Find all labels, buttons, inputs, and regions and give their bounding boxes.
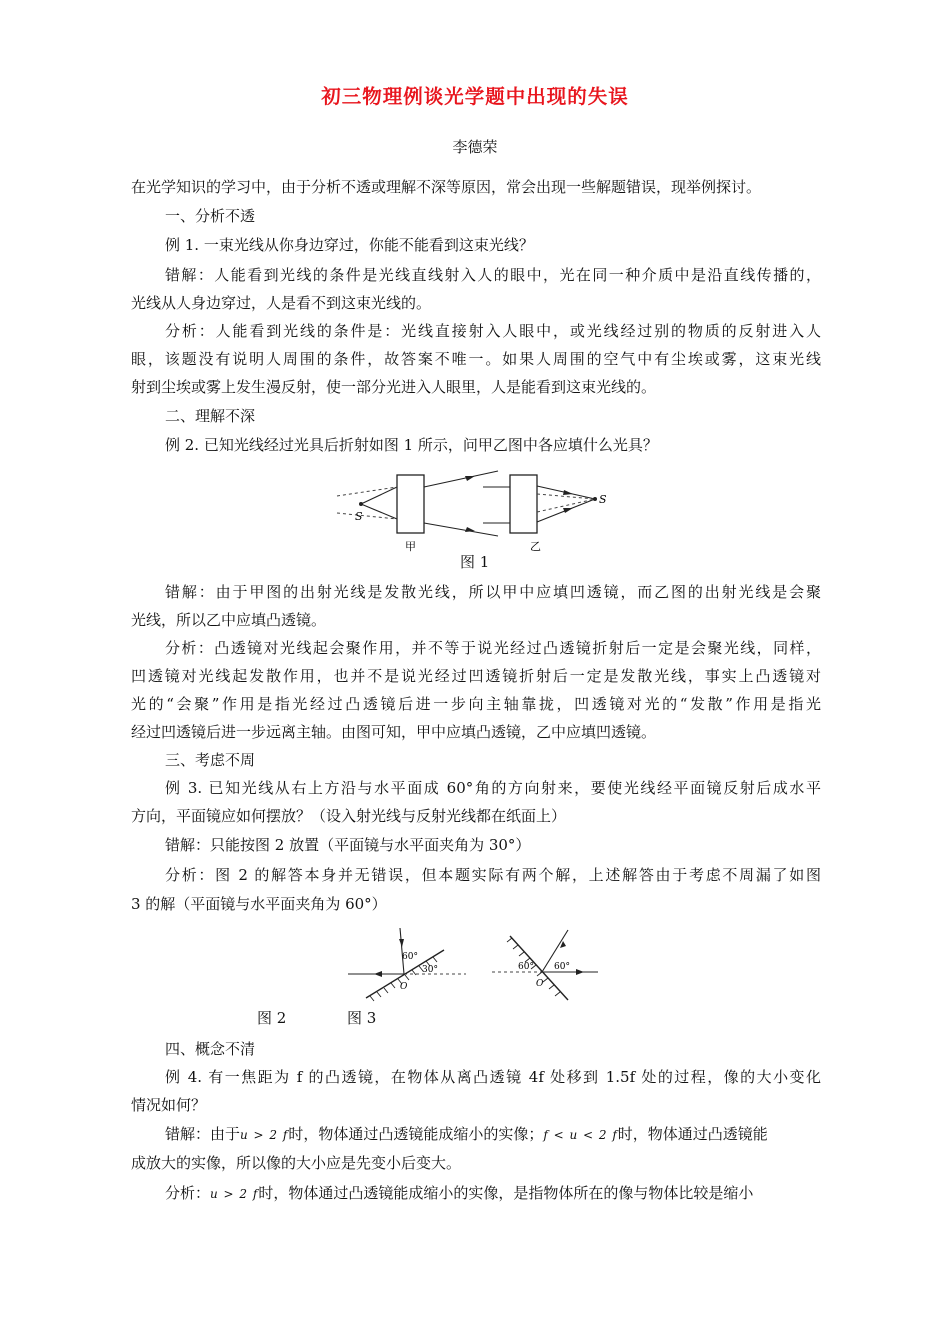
label-jia: 甲	[405, 540, 416, 553]
label-s-left: S	[355, 510, 363, 523]
label-60-degrees-left: 60°	[518, 962, 534, 972]
author-name: 李德荣	[452, 138, 498, 156]
wrong-answer-2-line-2: 光线，所以乙中应填凸透镜。	[131, 611, 327, 629]
analysis-1-line-3: 射到尘埃或雾上发生漫反射，使一部分光进入人眼里，人是能看到这束光线的。	[131, 378, 657, 396]
analysis-2-line-2: 凹透镜对光线起发散作用，也并不是说光经过凹透镜折射后一定是发散光线，事实上凸透镜对	[131, 667, 821, 685]
analysis-2-line-4: 经过凹透镜后进一步远离主轴。由图可知，甲中应填凸透镜，乙中应填凹透镜。	[131, 723, 657, 741]
example-3-line-2: 方向，平面镜应如何摆放？（设入射光线与反射光线都在纸面上）	[131, 807, 567, 825]
label-o-fig3: O	[536, 979, 544, 989]
figure-2-mirror-diagram	[344, 926, 469, 1002]
analysis-4-text-1: 分析：	[165, 1184, 211, 1202]
analysis-1-line-2: 眼，该题没有说明人周围的条件，故答案不唯一。如果人周围的空气中有尘埃或雾，这束光线	[131, 350, 821, 368]
lens-box-yi	[510, 475, 537, 533]
wrong-answer-4-line-1	[165, 1123, 821, 1146]
figure-3-caption: 图 3	[347, 1009, 377, 1027]
example-2: 例 2. 已知光线经过光具后折射如图 1 所示，问甲乙图中各应填什么光具？	[165, 436, 658, 454]
analysis-3-line-1: 分析：图 2 的解答本身并无错误，但本题实际有两个解，上述解答由于考虑不周漏了如图	[165, 866, 821, 884]
wrong-answer-1-line-1: 错解：人能看到光线的条件是光线直线射入人的眼中，光在同一种介质中是沿直线传播的，	[165, 266, 821, 284]
formula-f-lt-u-lt-2f: f < u < 2 f	[543, 1128, 618, 1142]
label-o: O	[400, 982, 408, 992]
wrong-answer-4-line-2: 成放大的实像，所以像的大小应是先变小后变大。	[131, 1154, 462, 1172]
wrong-answer-4-text-2: 时，物体通过凸透镜能成缩小的实像；	[288, 1125, 544, 1143]
section-heading-1: 一、分析不透	[165, 207, 256, 225]
wrong-answer-1-line-2: 光线从人身边穿过，人是看不到这束光线的。	[131, 294, 432, 312]
intro-paragraph: 在光学知识的学习中，由于分析不透或理解不深等原因，常会出现一些解题错误，现举例探讨。	[131, 178, 762, 196]
section-heading-2: 二、理解不深	[165, 407, 256, 425]
analysis-3-line-2: 3 的解（平面镜与水平面夹角为 60°）	[131, 895, 387, 913]
analysis-1-line-1: 分析：人能看到光线的条件是：光线直接射入人眼中，或光线经过别的物质的反射进入人	[165, 322, 821, 340]
label-yi: 乙	[530, 540, 541, 553]
example-4-line-1: 例 4. 有一焦距为 f 的凸透镜，在物体从离凸透镜 4f 处移到 1.5f 处的过程，像的大小变化	[165, 1068, 821, 1086]
wrong-answer-4-text-3: 时，物体通过凸透镜能	[617, 1125, 768, 1143]
analysis-2-line-1: 分析：凸透镜对光线起会聚作用，并不等于说光经过凸透镜折射后一定是会聚光线，同样，	[165, 639, 821, 657]
figure-2-caption: 图 2	[257, 1009, 287, 1027]
wrong-answer-2-line-1: 错解：由于甲图的出射光线是发散光线，所以甲中应填凹透镜，而乙图的出射光线是会聚	[165, 583, 821, 601]
label-30-degrees: 30°	[422, 965, 438, 975]
formula-u-gt-2f-2: u > 2 f	[210, 1187, 259, 1201]
figure-1-caption: 图 1	[460, 553, 490, 571]
figure-3-mirror-diagram	[488, 926, 603, 1002]
wrong-answer-4-text-1: 错解：由于	[165, 1125, 241, 1143]
label-60-degrees-right: 60°	[554, 962, 570, 972]
section-heading-4: 四、概念不清	[165, 1040, 256, 1058]
analysis-4-text-2: 时，物体通过凸透镜能成缩小的实像，是指物体所在的像与物体比较是缩小	[258, 1184, 754, 1202]
analysis-4-line-1	[165, 1182, 821, 1205]
example-3-line-1: 例 3. 已知光线从右上方沿与水平面成 60°角的方向射来，要使光线经平面镜反射后成水平	[165, 779, 821, 797]
page-title: 初三物理例谈光学题中出现的失误	[321, 85, 629, 108]
example-4-line-2: 情况如何？	[131, 1096, 207, 1114]
label-s-right: S	[599, 493, 607, 506]
wrong-answer-3: 错解：只能按图 2 放置（平面镜与水平面夹角为 30°）	[165, 836, 531, 854]
analysis-2-line-3: 光的“会聚”作用是指光经过凸透镜后进一步向主轴靠拢，凹透镜对光的“发散”作用是指光	[131, 695, 821, 713]
lens-box-jia	[397, 475, 424, 533]
formula-u-gt-2f: u > 2 f	[240, 1128, 289, 1142]
section-heading-3: 三、考虑不周	[165, 751, 256, 769]
figure-1-lens-diagram	[333, 468, 618, 556]
example-1: 例 1. 一束光线从你身边穿过，你能不能看到这束光线？	[165, 236, 534, 254]
label-60-degrees: 60°	[402, 952, 418, 962]
